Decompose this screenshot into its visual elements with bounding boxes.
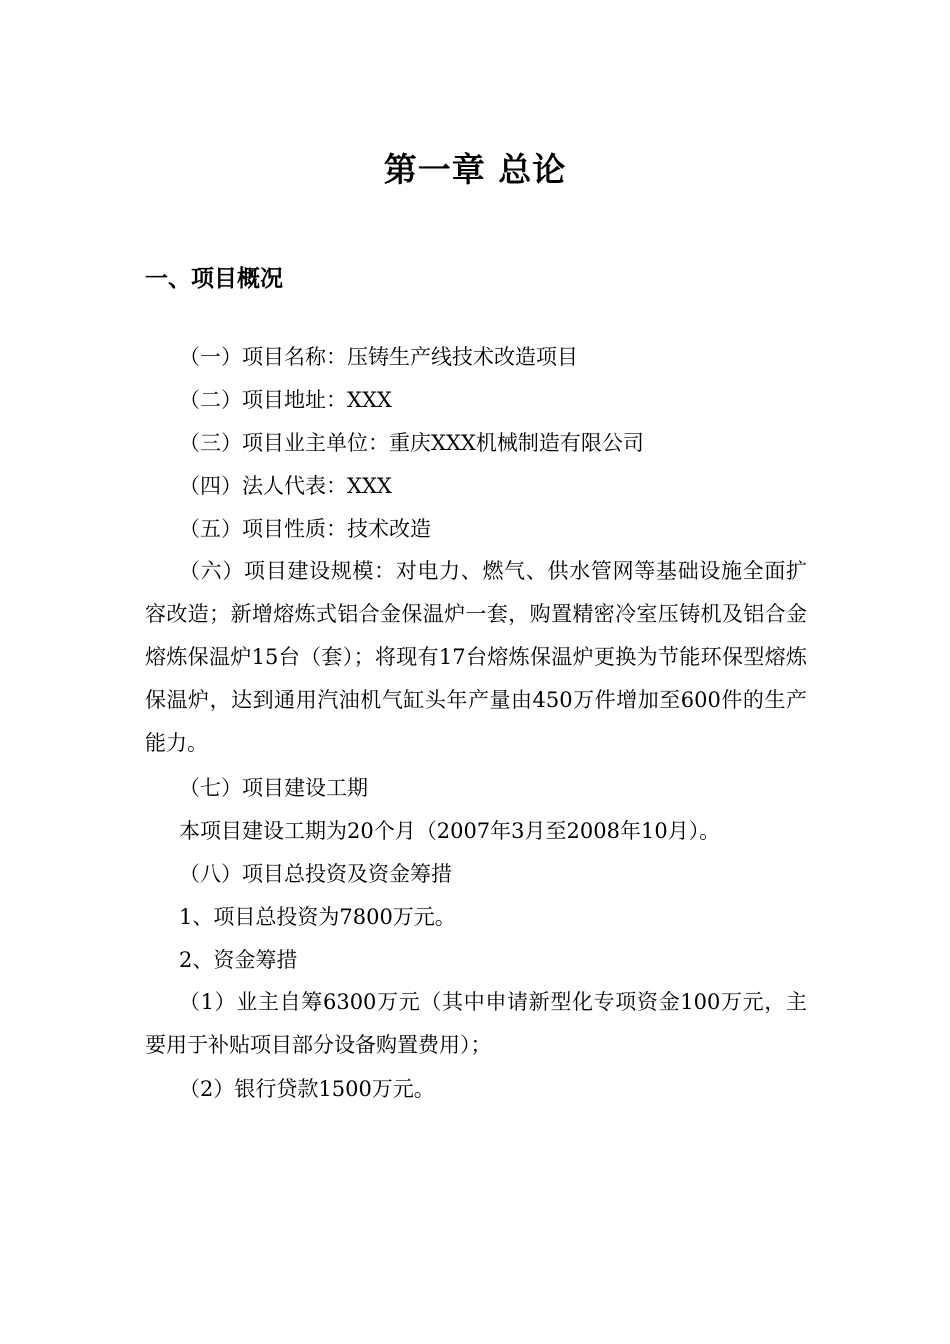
bank-loan-line: （2）银行贷款1500万元。 (179, 1077, 435, 1101)
self-funding-paragraph: （1）业主自筹6300万元（其中申请新型化专项资金100万元，主要用于补贴项目部分设备购置费用）； (145, 990, 807, 1057)
construction-scale-paragraph: （六）项目建设规模：对电力、燃气、供水管网等基础设施全面扩容改造；新增熔炼式铝合金保温炉一套，购置精密冷室压铸机及铝合金熔炼保温炉15台（套）；将现有17台熔炼保温炉更换为节能环保型熔炼保温炉，达到通用汽油机气缸头年产量由450万件增加至600件的生产能力。 (145, 559, 807, 755)
investment-heading: （八）项目总投资及资金筹措 (179, 862, 452, 886)
total-investment-line: 1、项目总投资为7800万元。 (179, 905, 456, 929)
chapter-title: 第一章 总论 (383, 150, 567, 189)
project-nature-line: （五）项目性质：技术改造 (179, 517, 431, 541)
construction-period-text: 本项目建设工期为20个月（2007年3月至2008年10月）。 (179, 819, 721, 843)
project-name-line: （一）项目名称：压铸生产线技术改造项目 (179, 345, 578, 369)
legal-representative-line: （四）法人代表：XXX (179, 474, 392, 498)
section-title: 一、项目概况 (145, 265, 283, 292)
project-address-line: （二）项目地址：XXX (179, 388, 392, 412)
project-owner-line: （三）项目业主单位：重庆XXX机械制造有限公司 (179, 431, 644, 455)
construction-period-heading: （七）项目建设工期 (179, 776, 368, 800)
funding-heading: 2、资金筹措 (179, 948, 298, 972)
